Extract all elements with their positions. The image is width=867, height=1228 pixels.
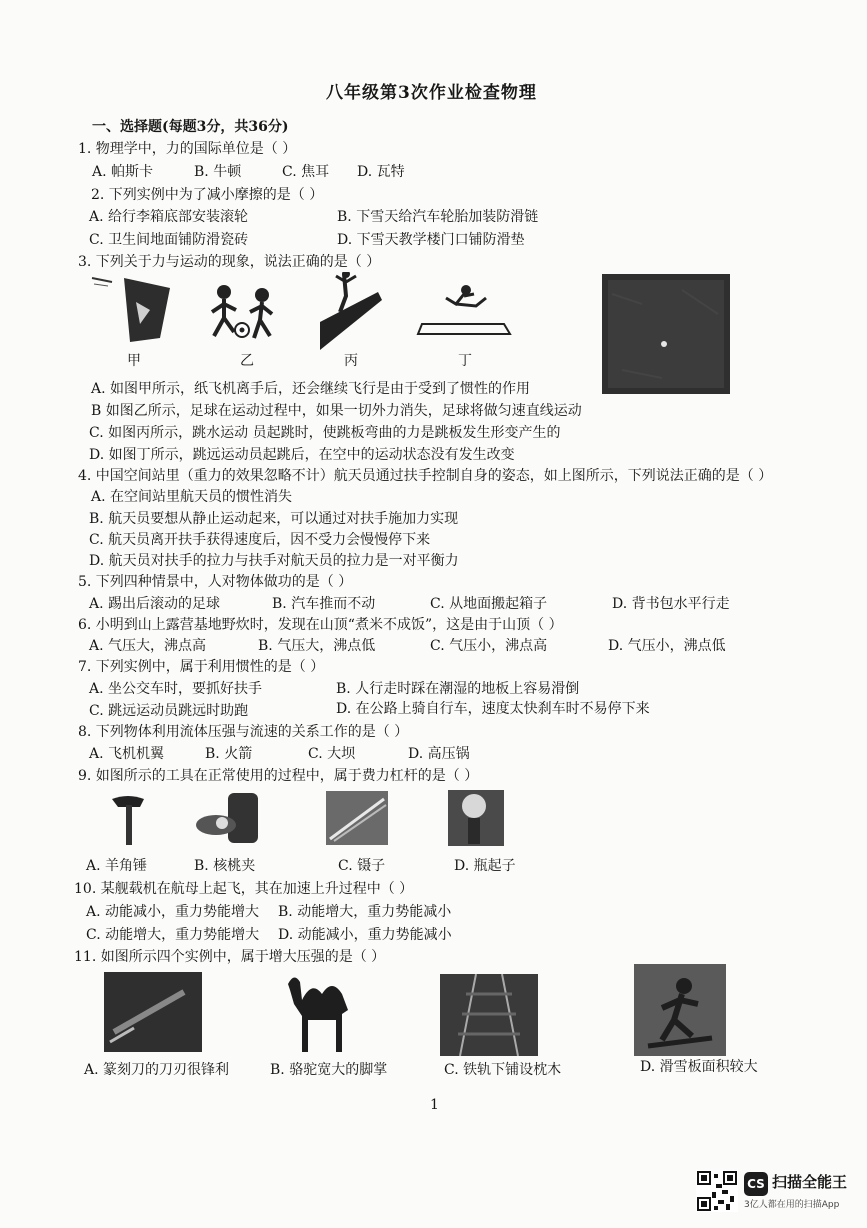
q2-option-b: B. 下雪天给汽车轮胎加装防滑链 xyxy=(337,209,539,225)
q4-option-b: B. 航天员要想从静止运动起来，可以通过对扶手施加力实现 xyxy=(89,511,459,527)
q3-option-b: B 如图乙所示，足球在运动过程中，如果一切外力消失，足球将做匀速直线运动 xyxy=(91,403,582,419)
scanner-logo-icon: CS xyxy=(744,1172,768,1196)
q10-option-a: A. 动能减小，重力势能增大 xyxy=(86,904,260,920)
q1-option-d: D. 瓦特 xyxy=(357,164,405,180)
q9-option-c: C. 镊子 xyxy=(338,858,386,874)
q7-option-c: C. 跳远运动员跳远时助跑 xyxy=(89,703,249,719)
fig-label-yi: 乙 xyxy=(240,353,254,369)
q2-option-c: C. 卫生间地面铺防滑瓷砖 xyxy=(89,232,249,248)
q6-option-b: B. 气压大，沸点低 xyxy=(258,638,376,654)
qr-code-icon xyxy=(696,1170,738,1212)
fig-label-jia: 甲 xyxy=(127,353,141,369)
q8-option-b: B. 火箭 xyxy=(205,746,253,762)
section-heading: 一、选择题(每题3分，共36分) xyxy=(92,119,289,135)
space-station-photo xyxy=(602,274,730,394)
q8-option-d: D. 高压锅 xyxy=(408,746,470,762)
q2-stem: 2. 下列实例中为了减小摩擦的是（ ） xyxy=(91,187,324,203)
q1-option-b: B. 牛顿 xyxy=(194,164,242,180)
q9-option-d: D. 瓶起子 xyxy=(454,858,516,874)
q11-option-c: C. 铁轨下铺设枕木 xyxy=(444,1062,562,1078)
q1-option-a: A. 帕斯卡 xyxy=(92,164,154,180)
q3-option-a: A. 如图甲所示，纸飞机离手后，还会继续飞行是由于受到了惯性的作用 xyxy=(91,381,531,397)
q9-option-b: B. 核桃夹 xyxy=(194,858,256,874)
q7-stem: 7. 下列实例中，属于利用惯性的是（ ） xyxy=(78,659,325,675)
page-title: 八年级第3次作业检查物理 xyxy=(326,83,537,103)
q5-stem: 5. 下列四种情景中，人对物体做功的是（ ） xyxy=(78,574,353,590)
q2-option-d: D. 下雪天教学楼门口铺防滑垫 xyxy=(337,232,525,248)
q4-option-a: A. 在空间站里航天员的惯性消失 xyxy=(91,489,293,505)
q9-option-a: A. 羊角锤 xyxy=(86,858,148,874)
q6-option-c: C. 气压小，沸点高 xyxy=(430,638,548,654)
q1-stem: 1. 物理学中，力的国际单位是（ ） xyxy=(78,141,297,157)
q1-option-c: C. 焦耳 xyxy=(282,164,330,180)
q9-stem: 9. 如图所示的工具在正常使用的过程中，属于费力杠杆的是（ ） xyxy=(78,768,479,784)
claw-hammer-photo xyxy=(110,793,148,845)
q5-option-b: B. 汽车推而不动 xyxy=(272,596,376,612)
q4-option-d: D. 航天员对扶手的拉力与扶手对航天员的拉力是一对平衡力 xyxy=(89,553,459,569)
q8-stem: 8. 下列物体利用流体压强与流速的关系工作的是（ ） xyxy=(78,724,409,740)
q7-option-d: D. 在公路上骑自行车，速度太快刹车时不易停下来 xyxy=(336,701,650,717)
q8-option-c: C. 大坝 xyxy=(308,746,356,762)
q10-option-b: B. 动能增大，重力势能减小 xyxy=(278,904,452,920)
railway-sleepers-photo xyxy=(440,974,538,1056)
page-number: 1 xyxy=(430,1097,439,1113)
carving-knife-photo xyxy=(104,972,202,1052)
diving-board-figure xyxy=(320,272,382,350)
q3-stem: 3. 下列关于力与运动的现象，说法正确的是（ ） xyxy=(78,254,381,270)
q4-stem: 4. 中国空间站里（重力的效果忽略不计）航天员通过扶手控制自身的姿态，如上图所示，下列说法正确的是（ ） xyxy=(78,468,773,484)
q5-option-d: D. 背书包水平行走 xyxy=(612,596,730,612)
q10-option-d: D. 动能减小，重力势能减小 xyxy=(278,927,452,943)
q7-option-b: B. 人行走时踩在潮湿的地板上容易滑倒 xyxy=(336,681,580,697)
fig-label-ding: 丁 xyxy=(458,353,472,369)
bottle-opener-photo xyxy=(448,790,504,846)
q7-option-a: A. 坐公交车时，要抓好扶手 xyxy=(89,681,263,697)
q2-option-a: A. 给行李箱底部安装滚轮 xyxy=(89,209,249,225)
q11-option-a: A. 篆刻刀的刀刃很锋利 xyxy=(84,1062,230,1078)
q6-stem: 6. 小明到山上露营基地野炊时，发现在山顶“煮米不成饭”，这是由于山顶（ ） xyxy=(78,617,563,633)
nutcracker-photo xyxy=(192,791,262,845)
camel-photo xyxy=(278,970,360,1058)
q4-option-c: C. 航天员离开扶手获得速度后，因不受力会慢慢停下来 xyxy=(89,532,431,548)
soccer-players-figure xyxy=(200,282,280,344)
tweezers-photo xyxy=(326,791,388,845)
q10-option-c: C. 动能增大，重力势能增大 xyxy=(86,927,260,943)
paper-plane-figure xyxy=(90,272,176,350)
scanner-brand-name: 扫描全能王 xyxy=(772,1173,848,1191)
q6-option-d: D. 气压小，沸点低 xyxy=(608,638,726,654)
snowboard-photo xyxy=(634,964,726,1056)
fig-label-bing: 丙 xyxy=(344,353,358,369)
long-jump-figure xyxy=(416,284,512,338)
q11-option-d: D. 滑雪板面积较大 xyxy=(640,1059,758,1075)
q8-option-a: A. 飞机机翼 xyxy=(89,746,165,762)
scanner-brand-tagline: 3亿人都在用的扫描App xyxy=(744,1200,840,1210)
q11-stem: 11. 如图所示四个实例中，属于增大压强的是（ ） xyxy=(74,949,386,965)
q10-stem: 10. 某舰载机在航母上起飞，其在加速上升过程中（ ） xyxy=(74,881,414,897)
q5-option-c: C. 从地面搬起箱子 xyxy=(430,596,548,612)
q5-option-a: A. 踢出后滚动的足球 xyxy=(89,596,221,612)
q6-option-a: A. 气压大，沸点高 xyxy=(89,638,207,654)
q3-option-d: D. 如图丁所示，跳远运动员起跳后，在空中的运动状态没有发生改变 xyxy=(89,447,515,463)
q3-option-c: C. 如图丙所示，跳水运动 员起跳时，使跳板弯曲的力是跳板发生形变产生的 xyxy=(89,425,561,441)
q11-option-b: B. 骆驼宽大的脚掌 xyxy=(270,1062,388,1078)
